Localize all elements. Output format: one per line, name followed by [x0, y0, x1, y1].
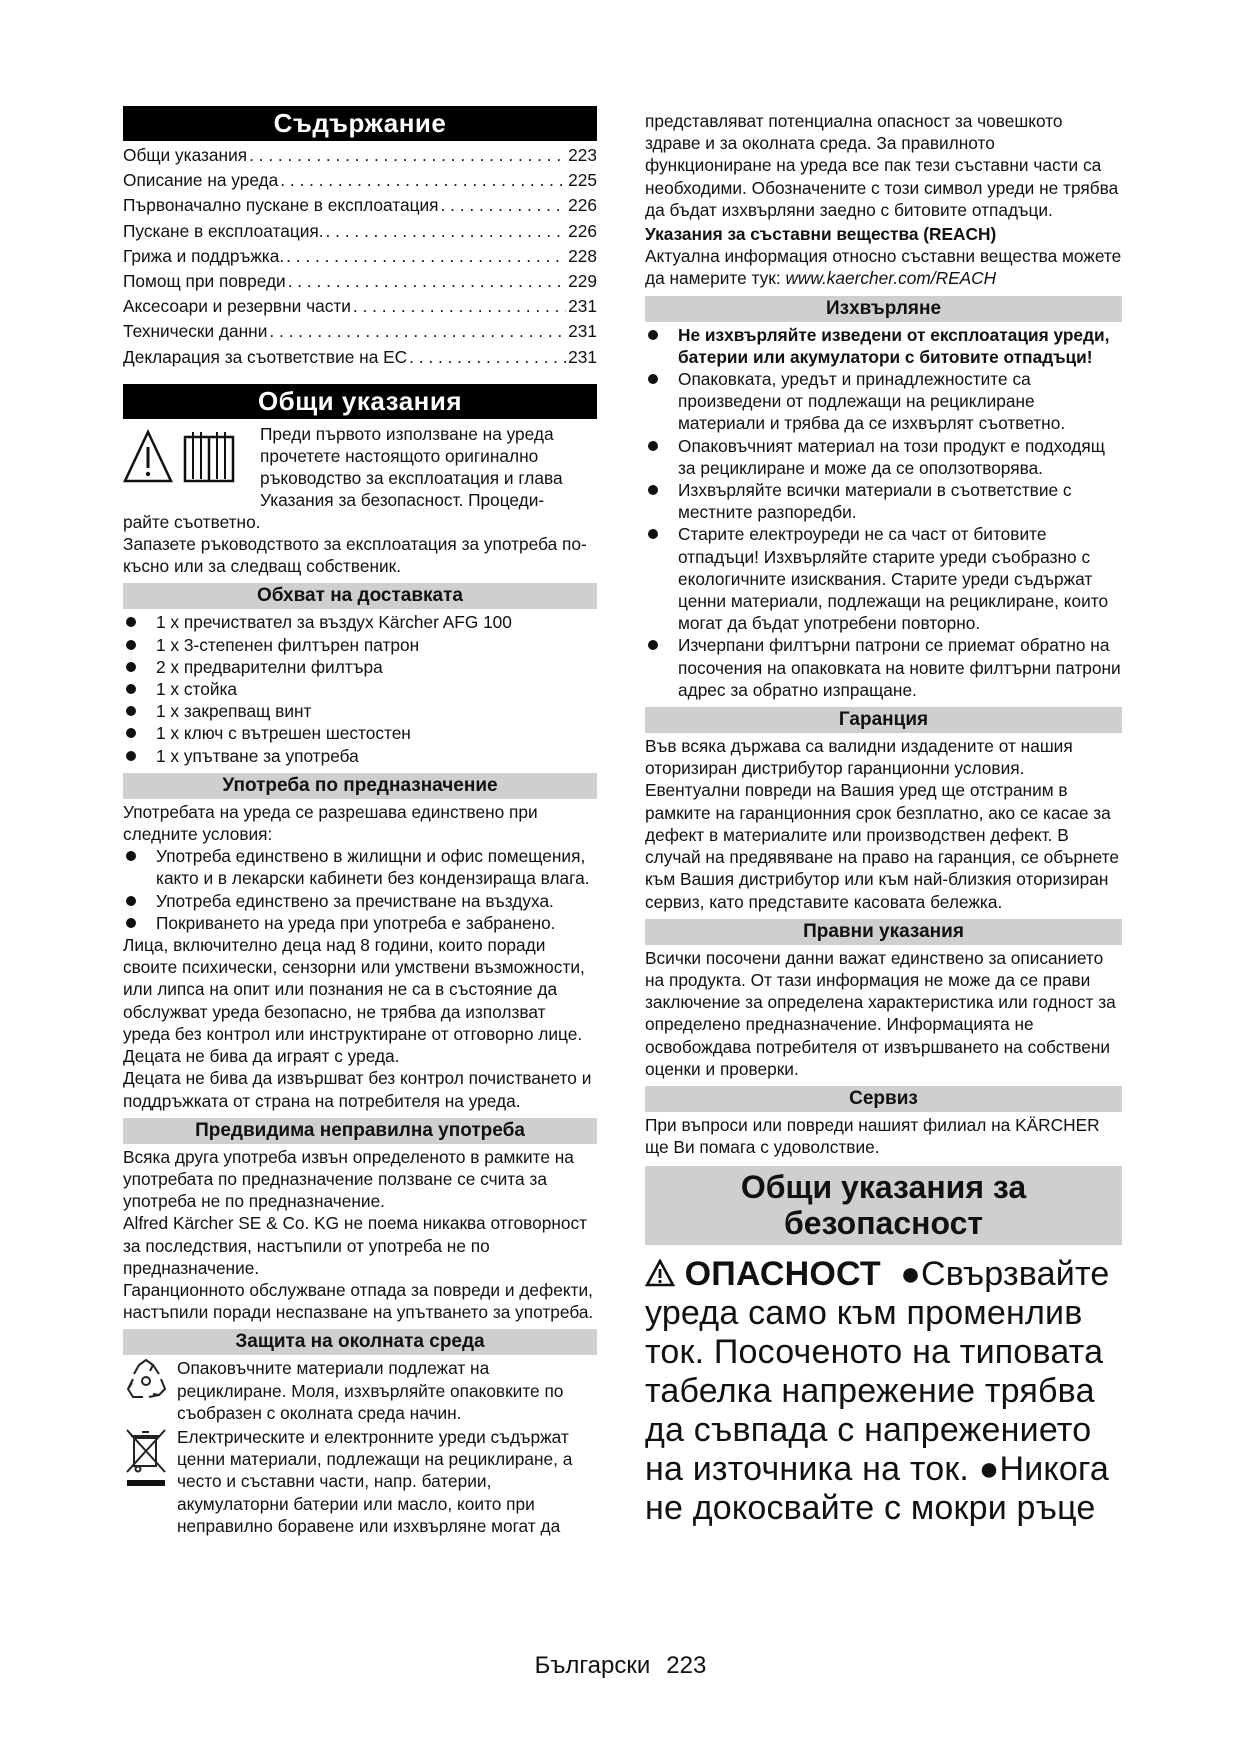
- children-note-2: Децата не бива да извършват без контрол почистването и поддръжката от страна на потребителя на уреда.: [123, 1068, 592, 1111]
- service-heading: Сервиз: [645, 1086, 1122, 1112]
- safety-danger-block: [645, 1255, 1122, 1528]
- children-note-1: Децата не бива да играят с уреда.: [123, 1046, 400, 1067]
- toc-page: 228: [568, 245, 597, 266]
- danger-text-1: Свързвайте уреда само към променлив ток. Посоченото на типовата табелка напрежение трябва да съвпада с напрежението на източника на ток.: [645, 1255, 1110, 1489]
- list-item: Изчерпани филтърни патрони се приемат обратно на посочения на опаковката на новите филтърни патрони адрес за обратно изпращане.: [645, 634, 1122, 701]
- list-item: Употреба единствено за пречистване на въздуха.: [123, 890, 597, 912]
- env-weee-text: Електрическите и електронните уреди съдържат ценни материали, подлежащи на рециклиране, а често и съставни части, напр. батерии, акумулаторни батерии или масло, които при неправилно боравене или изхвърляне могат да: [177, 1426, 573, 1536]
- toc-title: Общи указания: [123, 145, 248, 165]
- misuse-p1: Всяка друга употреба извън определеното в рамките на употребата по предназначение ползване се счита за употреба не по предназначение.: [123, 1146, 574, 1212]
- reach-heading: Указания за съставни вещества (REACH): [645, 224, 997, 245]
- safety-heading: Общи указания за безопасност: [645, 1166, 1122, 1245]
- bullet-icon: ●: [978, 1450, 1000, 1489]
- persons-note: Лица, включително деца над 8 години, които поради своите психически, сензорни или умствени възможности, или липса на опит или познания не са в състояние да обслужват уреда безопасно, не трябва да използват уреда без контрол или инструктиране от отговорно лице.: [123, 935, 585, 1044]
- list-item: 1 х ключ с вътрешен шестостен: [123, 722, 597, 744]
- toc-title: Първоначално пускане в експлоатация: [123, 195, 439, 216]
- list-item: Не изхвърляйте изведени от експлоатация уреди, батерии или акумулатори с битовите отпадъци!: [645, 324, 1122, 368]
- list-item: Старите електроуреди не са част от битовите отпадъци! Изхвърляйте старите уреди съобразно с екологичните изисквания. Старите уреди съдържат ценни материали, подлежащи на рециклиране, които могат да бъдат употребени повторно.: [645, 523, 1122, 634]
- list-item: 1 х 3-степенен филтърен патрон: [123, 634, 597, 656]
- general-intro-continued: райте съответно.: [123, 511, 261, 532]
- toc-row[interactable]: [123, 294, 597, 319]
- page-footer: [0, 1652, 1241, 1680]
- toc-leader: [441, 193, 567, 218]
- list-item: Изхвърляйте всички материали в съответствие с местните разпоредби.: [645, 479, 1122, 523]
- legal-text: Всички посочени данни важат единствено за описанието на продукта. От тази информация не може да се прави заключение за определена характеристика или годност за определено предназначение. Информацията не освобождава потребителя от извършването на собствени оценки и проверки.: [645, 947, 1116, 1079]
- recycle-icon: [123, 1357, 169, 1403]
- general-intro: [123, 423, 597, 521]
- bullet-icon: ●: [890, 1255, 921, 1294]
- list-item: 1 х пречиствател за въздух Kärcher AFG 100: [123, 611, 597, 633]
- danger-text-2: Никога не докосвайте с мокри ръце: [645, 1450, 1109, 1528]
- toc-title: Декларация за съответствие на ЕС: [123, 346, 408, 367]
- list-item: 1 х стойка: [123, 678, 597, 700]
- toc-title: Помощ при повреди: [123, 271, 286, 292]
- list-item: 2 х предварителни филтъра: [123, 656, 597, 678]
- toc-page: 231: [568, 321, 597, 342]
- list-item: Употреба единствено в жилищни и офис помещения, както и в лекарски кабинети без кондензираща влага.: [123, 845, 597, 889]
- environment-heading: Защита на околната среда: [123, 1329, 597, 1355]
- toc-leader: [326, 219, 567, 244]
- toc-row[interactable]: [123, 269, 597, 294]
- toc-title: Пускане в експлоатация.: [123, 220, 324, 241]
- service-text: При въпроси или повреди нашият филиал на KÄRCHER ще Ви помага с удоволствие.: [645, 1114, 1100, 1158]
- reach-text: [645, 245, 1122, 289]
- general-heading: Общи указания: [123, 384, 597, 419]
- toc-page: 231: [568, 296, 597, 317]
- disposal-heading: Изхвърляне: [645, 296, 1122, 322]
- toc-page: 223: [568, 145, 597, 165]
- page-number: 223: [666, 1652, 707, 1679]
- misuse-p3: Гаранционното обслужване отпада за повреди и дефекти, настъпили поради неспазване на упътването за употреба.: [123, 1279, 594, 1323]
- warranty-text: Във всяка държава са валидни издадените от нашия оторизиран дистрибутор гаранционни условия. Евентуални повреди на Вашия уред ще отстраним в рамките на гаранционния срок безплатно, ако се касае за дефект в материалите или производствен дефект. В случай на предявяване на право на гаранция, се обърнете към Вашия дистрибутор или към най-близкия оторизиран сервиз, като представите касовата бележка.: [645, 736, 1119, 912]
- toc-list: [123, 143, 597, 370]
- env-recycling: [123, 1357, 597, 1424]
- toc-row[interactable]: [123, 219, 597, 244]
- env-weee: [123, 1426, 597, 1537]
- toc-leader: [280, 168, 566, 193]
- toc-title: Грижа и поддръжка.: [123, 245, 285, 266]
- toc-row[interactable]: [123, 319, 597, 344]
- left-column: [123, 106, 597, 1537]
- misuse-p2: Alfred Kärcher SE & Co. KG не поема никаква отговорност за последствия, настъпили от употреба не по предназначение.: [123, 1213, 588, 1278]
- list-item: 1 х закрепващ винт: [123, 700, 597, 722]
- list-item: Опаковката, уредът и принадлежностите са произведени от подлежащи на рециклиране материали и трябва да се изхвърлят съответно.: [645, 368, 1122, 435]
- disposal-list: [645, 324, 1122, 701]
- toc-title: Описание на уреда: [123, 170, 279, 191]
- toc-page: 226: [568, 220, 597, 241]
- toc-leader: [249, 143, 566, 168]
- toc-page: 229: [568, 271, 597, 292]
- misuse-heading: Предвидима неправилна употреба: [123, 1118, 597, 1144]
- toc-heading: Съдържание: [123, 106, 597, 141]
- legal-heading: Правни указания: [645, 919, 1122, 945]
- warning-manual-icon: [123, 429, 238, 487]
- warranty-heading: Гаранция: [645, 707, 1122, 733]
- env-weee-continued: представляват потенциална опасност за човешкото здраве и за околната среда. За правилното функциониране на уреда все пак тези съставни части са необходими. Обозначените с този символ уреди не трябва да бъдат изхвърляни заедно с битовите отпадъци.: [645, 111, 1119, 220]
- toc-leader: [269, 319, 566, 344]
- intended-use-heading: Употреба по предназначение: [123, 773, 597, 799]
- general-intro-text: Преди първото използване на уреда прочетете настоящото оригинално ръководство за експлоатация и глава Указания за безопасност. Процеди-: [260, 423, 563, 511]
- toc-page: 226: [568, 195, 597, 216]
- toc-leader: [288, 269, 566, 294]
- list-item: Покриването на уреда при употреба е забранено.: [123, 912, 597, 934]
- warning-triangle-icon: [645, 1259, 675, 1287]
- general-keep-manual: Запазете ръководството за експлоатация за употреба по-късно или за следващ собственик.: [123, 534, 587, 577]
- danger-label: ОПАСНОСТ: [684, 1255, 881, 1294]
- toc-row[interactable]: [123, 193, 597, 218]
- toc-title: Технически данни: [123, 321, 268, 342]
- right-column: [645, 110, 1122, 1528]
- toc-title: Аксесоари и резервни части: [123, 296, 351, 317]
- toc-page: 231: [568, 346, 597, 367]
- list-item: 1 х упътване за употреба: [123, 745, 597, 767]
- footer-language: Български: [534, 1652, 651, 1679]
- list-item: Опаковъчният материал на този продукт е подходящ за рециклиране и може да се оползотворява.: [645, 435, 1122, 479]
- toc-row[interactable]: [123, 244, 597, 269]
- toc-row[interactable]: [123, 345, 597, 370]
- toc-row[interactable]: [123, 168, 597, 193]
- toc-leader: [409, 345, 566, 370]
- toc-page: 225: [568, 170, 597, 191]
- env-recycling-text: Опаковъчните материали подлежат на рециклиране. Моля, изхвърляйте опаковките по съобразен с околната среда начин.: [177, 1358, 564, 1423]
- toc-row[interactable]: [123, 143, 597, 168]
- reach-body: Актуална информация относно съставни вещества можете да намерите тук:: [645, 246, 1122, 289]
- toc-leader: [353, 294, 566, 319]
- reach-link[interactable]: www.kaercher.com/REACH: [785, 268, 997, 289]
- intended-list: [123, 845, 597, 934]
- intended-intro: Употребата на уреда се разрешава единствено при следните условия:: [123, 801, 538, 845]
- scope-heading: Обхват на доставката: [123, 583, 597, 609]
- scope-list: [123, 611, 597, 766]
- toc-leader: [286, 244, 566, 269]
- crossed-bin-icon: [123, 1426, 169, 1490]
